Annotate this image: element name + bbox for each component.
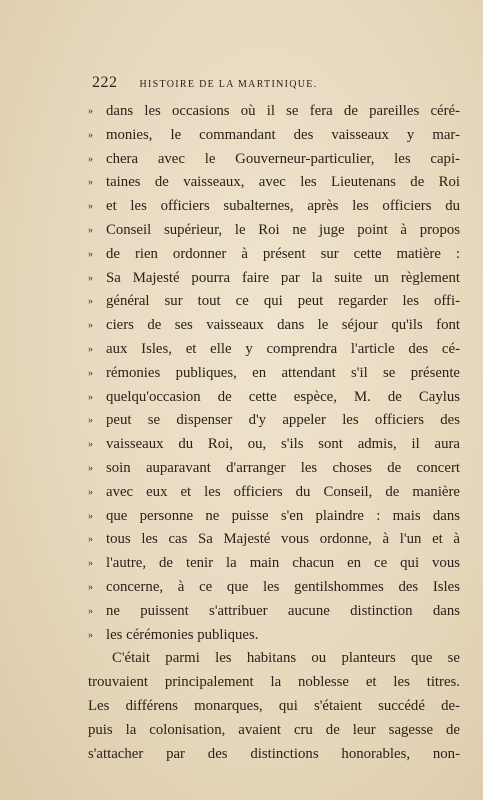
line-text: chera avec le Gouverneur-particulier, les capi- bbox=[106, 150, 460, 167]
line-text: tous les cas Sa Majesté vous ordonne, à l'un et à bbox=[106, 531, 460, 548]
line-text: aux Isles, et elle y comprendra l'article des cé- bbox=[106, 340, 460, 357]
quote-mark: » bbox=[88, 629, 93, 641]
line-text: C'était parmi les habitans ou planteurs que se bbox=[112, 650, 460, 667]
text-line bbox=[88, 386, 460, 410]
quote-mark: » bbox=[88, 391, 93, 403]
line-text: concerne, à ce que les gentilshommes des Isles bbox=[106, 578, 460, 595]
text-line bbox=[88, 481, 460, 505]
text-line bbox=[88, 600, 460, 624]
text-line bbox=[88, 433, 460, 457]
text-line bbox=[88, 647, 460, 671]
line-text: l'autre, de tenir la main chacun en ce qui vous bbox=[106, 555, 460, 572]
line-text: vaisseaux du Roi, ou, s'ils sont admis, il aura bbox=[106, 436, 460, 453]
text-line bbox=[88, 171, 460, 195]
text-line bbox=[88, 457, 460, 481]
quote-mark: » bbox=[88, 605, 93, 617]
text-line bbox=[88, 290, 460, 314]
text-line bbox=[88, 671, 460, 695]
line-text: Conseil supérieur, le Roi ne juge point à propos bbox=[106, 221, 460, 238]
quote-mark: » bbox=[88, 248, 93, 260]
text-line bbox=[88, 195, 460, 219]
text-line bbox=[88, 219, 460, 243]
text-line bbox=[88, 743, 460, 767]
quote-mark: » bbox=[88, 129, 93, 141]
text-line bbox=[88, 362, 460, 386]
quote-mark: » bbox=[88, 106, 93, 117]
line-text: de rien ordonner à présent sur cette matière : bbox=[106, 245, 460, 262]
quote-mark: » bbox=[88, 343, 93, 355]
paragraph bbox=[88, 647, 460, 766]
line-text: Sa Majesté pourra faire par la suite un règlement bbox=[106, 269, 460, 286]
page-number: 222 bbox=[92, 74, 118, 91]
line-text: que personne ne puisse s'en plaindre : mais dans bbox=[106, 507, 460, 524]
text-line bbox=[88, 243, 460, 267]
text-line bbox=[88, 552, 460, 576]
quote-mark: » bbox=[88, 439, 93, 451]
page-header bbox=[92, 74, 392, 94]
quote-mark: » bbox=[88, 177, 93, 189]
line-text: taines de vaisseaux, avec les Lieutenans de Roi bbox=[106, 174, 460, 191]
text-line bbox=[88, 100, 460, 124]
text-line bbox=[88, 505, 460, 529]
line-text: dans les occasions où il se fera de pareilles céré- bbox=[106, 103, 460, 119]
line-text: et les officiers subalternes, après les officiers du bbox=[106, 198, 460, 215]
quote-mark: » bbox=[88, 224, 93, 236]
text-line bbox=[88, 314, 460, 338]
line-text: Les différens monarques, qui s'étaient succédé de- bbox=[88, 697, 460, 714]
quote-mark: » bbox=[88, 462, 93, 474]
quote-mark: » bbox=[88, 320, 93, 332]
text-line bbox=[88, 409, 460, 433]
quote-mark: » bbox=[88, 201, 93, 213]
text-line bbox=[88, 719, 460, 743]
quote-mark: » bbox=[88, 558, 93, 570]
text-line bbox=[88, 124, 460, 148]
line-text: trouvaient principalement la noblesse et les titres. bbox=[88, 674, 460, 691]
quote-mark: » bbox=[88, 415, 93, 427]
line-text: quelqu'occasion de cette espèce, M. de Caylus bbox=[106, 388, 460, 405]
line-text: monies, le commandant des vaisseaux y mar- bbox=[106, 126, 460, 143]
quote-mark: » bbox=[88, 153, 93, 165]
line-text: s'attacher par des distinctions honorables, non- bbox=[88, 745, 460, 762]
line-text: peut se dispenser d'y appeler les officiers des bbox=[106, 412, 460, 429]
text-line bbox=[88, 528, 460, 552]
text-line bbox=[88, 695, 460, 719]
running-head: HISTOIRE DE LA MARTINIQUE. bbox=[139, 79, 318, 90]
quote-mark: » bbox=[88, 367, 93, 379]
text-line bbox=[88, 148, 460, 172]
quote-mark: » bbox=[88, 272, 93, 284]
text-line bbox=[88, 267, 460, 291]
line-text: ne puissent s'attribuer aucune distinction dans bbox=[106, 602, 460, 619]
text-line bbox=[88, 338, 460, 362]
text-line bbox=[88, 624, 460, 648]
quote-mark: » bbox=[88, 581, 93, 593]
quote-mark: » bbox=[88, 486, 93, 498]
quote-mark: » bbox=[88, 534, 93, 546]
line-text: rémonies publiques, en attendant s'il se présente bbox=[106, 364, 460, 381]
line-text: ciers de ses vaisseaux dans le séjour qu'ils font bbox=[106, 317, 460, 334]
line-text: avec eux et les officiers du Conseil, de manière bbox=[106, 483, 460, 500]
text-line bbox=[88, 576, 460, 600]
quote-mark: » bbox=[88, 296, 93, 308]
body-text bbox=[88, 100, 460, 766]
line-text: général sur tout ce qui peut regarder les offi- bbox=[106, 293, 460, 310]
line-text: puis la colonisation, avaient cru de leur sagesse de bbox=[88, 721, 460, 738]
line-text: soin auparavant d'arranger les choses de concert bbox=[106, 459, 460, 476]
quoted-passage bbox=[88, 100, 460, 647]
quote-mark: » bbox=[88, 510, 93, 522]
line-text: les cérémonies publiques. bbox=[106, 626, 259, 643]
